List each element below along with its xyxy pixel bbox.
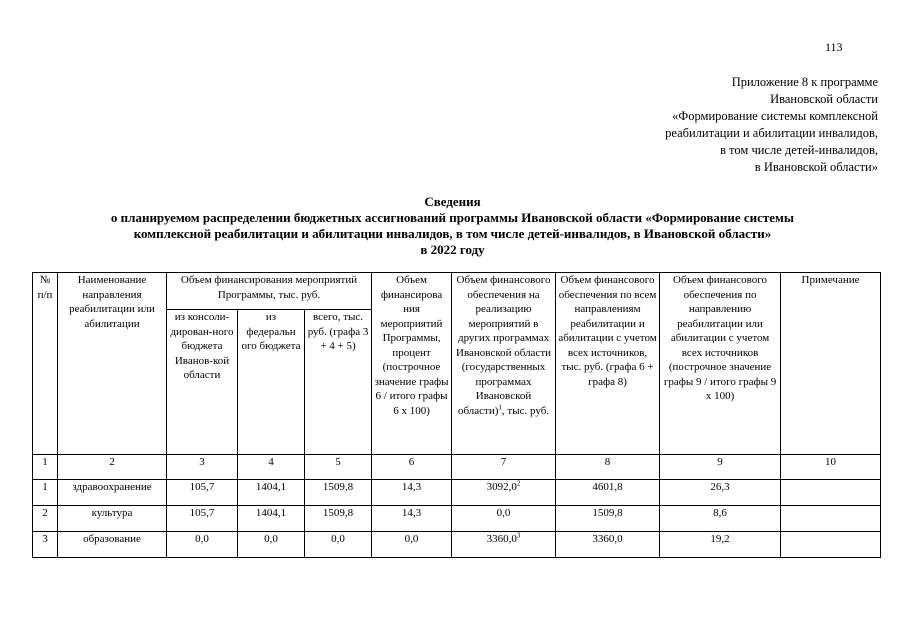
appendix-line: в том числе детей-инвалидов, — [720, 143, 878, 157]
column-number-row — [33, 455, 881, 480]
cell-all-sources: 4601,8 — [556, 480, 660, 506]
appendix-line: Приложение 8 к программе — [731, 75, 878, 89]
cell-note — [781, 480, 881, 506]
header-col3: из консоли-дирован-ного бюджета Иванов-кой области — [167, 310, 238, 455]
cell-other-programs-value: 3360,0 — [486, 533, 517, 545]
heading-title: Сведения — [424, 194, 481, 209]
header-col1: № п/п — [33, 273, 58, 455]
heading-line: комплексной реабилитации и абилитации инвалидов, в том числе детей-инвалидов, в Ивановской области» — [133, 226, 772, 241]
cell-other-programs — [452, 480, 556, 506]
cell-total: 1509,8 — [305, 480, 372, 506]
header-group-financing: Объем финансирования мероприятий Программы, тыс. руб. — [167, 273, 372, 310]
cell-regional-budget: 105,7 — [167, 480, 238, 506]
header-col5: всего, тыс. руб. (графа 3 + 4 + 5) — [305, 310, 372, 455]
cell-regional-budget: 0,0 — [167, 532, 238, 558]
cell-share: 19,2 — [660, 532, 781, 558]
cell-share: 8,6 — [660, 506, 781, 532]
cell-note — [781, 532, 881, 558]
column-number: 8 — [556, 455, 660, 480]
row-direction: здравоохранение — [58, 480, 167, 506]
column-number: 4 — [238, 455, 305, 480]
cell-federal-budget: 1404,1 — [238, 480, 305, 506]
column-number: 6 — [372, 455, 452, 480]
heading-year: в 2022 году — [420, 242, 485, 257]
cell-note — [781, 506, 881, 532]
cell-other-programs-value: 3092,0 — [486, 481, 517, 493]
row-direction: образование — [58, 532, 167, 558]
row-number: 1 — [33, 480, 58, 506]
cell-other-programs — [452, 506, 556, 532]
heading-line: о планируемом распределении бюджетных ассигнований программы Ивановской области «Формирование системы — [110, 210, 795, 225]
cell-share: 26,3 — [660, 480, 781, 506]
header-col7-tail: , тыс. руб. — [501, 404, 550, 417]
column-number: 3 — [167, 455, 238, 480]
header-col8: Объем финансового обеспечения по всем направлениям реабилитации и абилитации с учетом всех источников, тыс. руб. (графа 6 + графа 8) — [556, 273, 660, 455]
appendix-line: в Ивановской области» — [754, 160, 878, 174]
header-col10: Примечание — [781, 273, 881, 455]
row-number: 2 — [33, 506, 58, 532]
cell-other-programs — [452, 532, 556, 558]
footnote-marker: 1 — [498, 402, 502, 411]
column-number: 10 — [781, 455, 881, 480]
header-col6: Объем финансирова ния мероприятий Программы, процент (построчное значение графы 6 / итого графы 6 х 100) — [372, 273, 452, 455]
header-col9: Объем финансового обеспечения по направлению реабилитации или абилитации с учетом всех источников (построчное значение графы 9 / итого графы 9 х 100) — [660, 273, 781, 455]
table-row — [33, 506, 881, 532]
header-col4: из федеральн ого бюджета — [238, 310, 305, 455]
appendix-line: «Формирование системы комплексной — [672, 109, 878, 123]
table-row — [33, 480, 881, 506]
appendix-line: реабилитации и абилитации инвалидов, — [665, 126, 878, 140]
footnote-marker: 3 — [516, 531, 521, 540]
appendix-note — [548, 74, 878, 176]
header-col7 — [452, 273, 556, 455]
column-number: 1 — [33, 455, 58, 480]
row-number: 3 — [33, 532, 58, 558]
cell-percent: 14,3 — [372, 506, 452, 532]
row-direction: культура — [58, 506, 167, 532]
header-col2: Наименование направления реабилитации или абилитации — [58, 273, 167, 455]
appendix-line: Ивановской области — [770, 92, 878, 106]
cell-percent: 0,0 — [372, 532, 452, 558]
column-number: 2 — [58, 455, 167, 480]
cell-total: 1509,8 — [305, 506, 372, 532]
footnote-marker: 2 — [516, 479, 521, 488]
funding-table — [32, 272, 881, 558]
cell-all-sources: 1509,8 — [556, 506, 660, 532]
cell-federal-budget: 1404,1 — [238, 506, 305, 532]
column-number: 5 — [305, 455, 372, 480]
header-row — [33, 273, 881, 310]
column-number: 7 — [452, 455, 556, 480]
cell-percent: 14,3 — [372, 480, 452, 506]
cell-all-sources: 3360,0 — [556, 532, 660, 558]
document-heading — [0, 194, 905, 258]
table-row — [33, 532, 881, 558]
column-number: 9 — [660, 455, 781, 480]
cell-regional-budget: 105,7 — [167, 506, 238, 532]
cell-other-programs-value: 0,0 — [496, 507, 511, 519]
header-col7-text: Объем финансового обеспечения на реализацию мероприятий в других программах Ивановской области (государственных программах Ивановской области) — [456, 274, 552, 417]
cell-federal-budget: 0,0 — [238, 532, 305, 558]
page-number: 113 — [825, 40, 843, 54]
cell-total: 0,0 — [305, 532, 372, 558]
